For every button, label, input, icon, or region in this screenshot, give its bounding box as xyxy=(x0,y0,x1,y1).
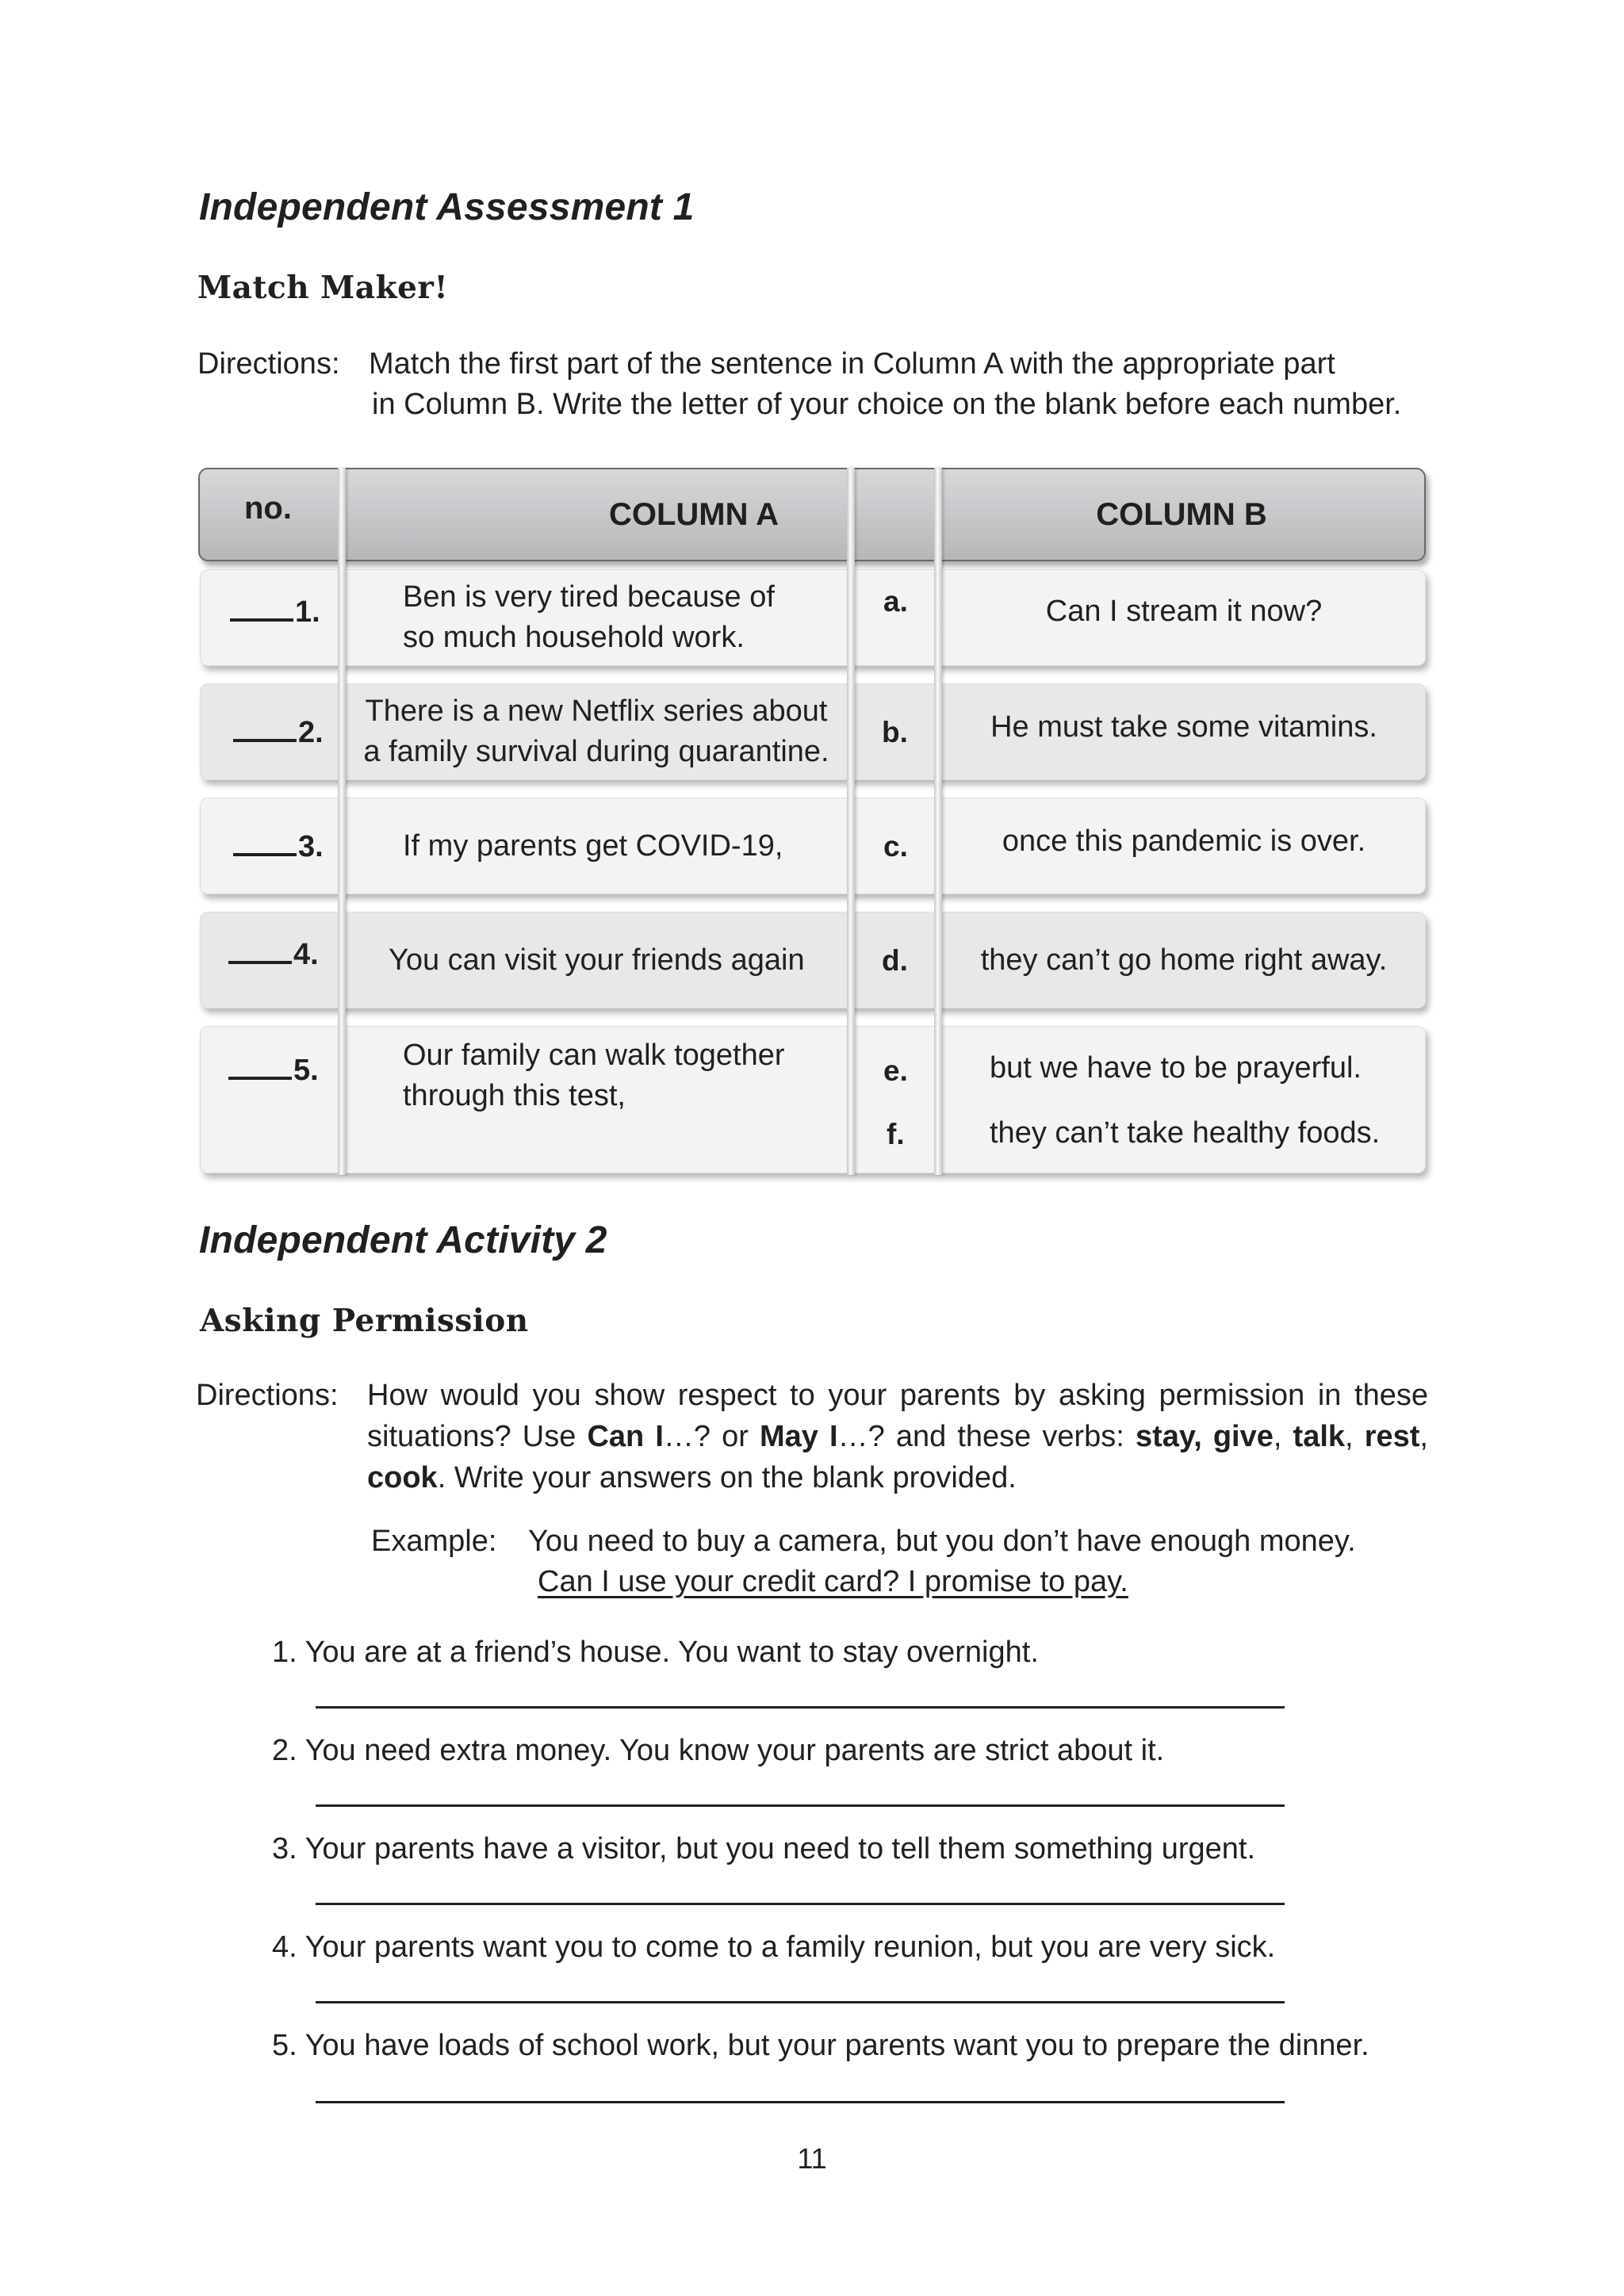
answer-line-1[interactable] xyxy=(316,1706,1285,1709)
question-1: 1. You are at a friend’s house. You want to stay overnight. xyxy=(272,1636,1039,1669)
answer-line-2[interactable] xyxy=(316,1804,1285,1807)
column-a-text-4: You can visit your friends again xyxy=(389,943,805,977)
letter-e: e. xyxy=(883,1054,908,1087)
activity-subtitle: Asking Permission xyxy=(200,1303,529,1339)
answer-blank-5[interactable]: 5. xyxy=(228,1048,319,1088)
column-b-text-f: they can’t take healthy foods. xyxy=(990,1116,1381,1150)
letter-f: f. xyxy=(887,1118,905,1150)
question-2: 2. You need extra money. You know your parents are strict about it. xyxy=(272,1734,1165,1767)
question-5: 5. You have loads of school work, but your parents want you to prepare the dinner. xyxy=(272,2029,1369,2062)
column-divider xyxy=(338,468,346,1175)
question-4: 4. Your parents want you to come to a family reunion, but you are very sick. xyxy=(272,1931,1276,1964)
question-3: 3. Your parents have a visitor, but you need to tell them something urgent. xyxy=(272,1832,1256,1866)
activity-directions-label: Directions: xyxy=(196,1379,339,1412)
assessment-title: Independent Assessment 1 xyxy=(199,186,695,228)
assessment-directions-label: Directions: xyxy=(197,347,340,381)
answer-blank-1[interactable]: 1. xyxy=(230,563,320,660)
answer-line-3[interactable] xyxy=(316,1903,1285,1905)
example-text: You need to buy a camera, but you don’t have enough money. xyxy=(528,1525,1356,1558)
column-b-text-a: Can I stream it now? xyxy=(1045,594,1323,628)
letter-c: c. xyxy=(883,829,908,863)
activity-title: Independent Activity 2 xyxy=(199,1219,607,1261)
column-a-text-3: If my parents get COVID-19, xyxy=(403,828,783,863)
assessment-directions-line2: in Column B. Write the letter of your choice on the blank before each number. xyxy=(372,388,1402,421)
answer-line-4[interactable] xyxy=(316,2001,1285,2003)
column-a-text-1: Ben is very tired because of so much household work. xyxy=(403,580,775,654)
answer-blank-2[interactable]: 2. xyxy=(233,683,324,780)
activity-directions-text: How would you show respect to your parents by asking permission in these situations? Use Can I…? or May I…? and these verbs: stay, give, talk, rest, cook. Write your answers on the blank provided. xyxy=(367,1379,1428,1494)
header-column-b: COLUMN B xyxy=(1096,496,1267,532)
answer-blank-3[interactable]: 3. xyxy=(233,798,324,894)
letter-d: d. xyxy=(882,943,908,977)
letter-b: b. xyxy=(882,715,908,748)
example-answer: Can I use your credit card? I promise to pay. xyxy=(538,1565,1128,1598)
column-divider xyxy=(934,468,942,1175)
column-b-text-d: they can’t go home right away. xyxy=(980,943,1388,977)
assessment-subtitle: Match Maker! xyxy=(197,270,449,306)
column-divider xyxy=(847,468,855,1175)
matching-table xyxy=(198,468,1427,1181)
header-column-a: COLUMN A xyxy=(608,496,779,532)
page-number: 11 xyxy=(797,2142,827,2175)
header-no: no. xyxy=(244,490,292,526)
answer-line-5[interactable] xyxy=(316,2101,1285,2103)
column-a-text-5: Our family can walk together through this test, xyxy=(403,1039,785,1112)
letter-a: a. xyxy=(883,585,908,618)
example-label: Example: xyxy=(371,1525,497,1558)
column-b-text-b: He must take some vitamins. xyxy=(990,710,1377,744)
assessment-directions-line1: Match the first part of the sentence in Column A with the appropriate part xyxy=(369,347,1335,381)
table-row xyxy=(200,1026,1426,1173)
column-a-text-2: There is a new Netflix series about a family survival during quarantine. xyxy=(363,695,829,768)
column-b-text-c: once this pandemic is over. xyxy=(1002,824,1366,858)
column-b-text-e: but we have to be prayerful. xyxy=(990,1051,1362,1085)
answer-blank-4[interactable]: 4. xyxy=(228,905,319,1002)
